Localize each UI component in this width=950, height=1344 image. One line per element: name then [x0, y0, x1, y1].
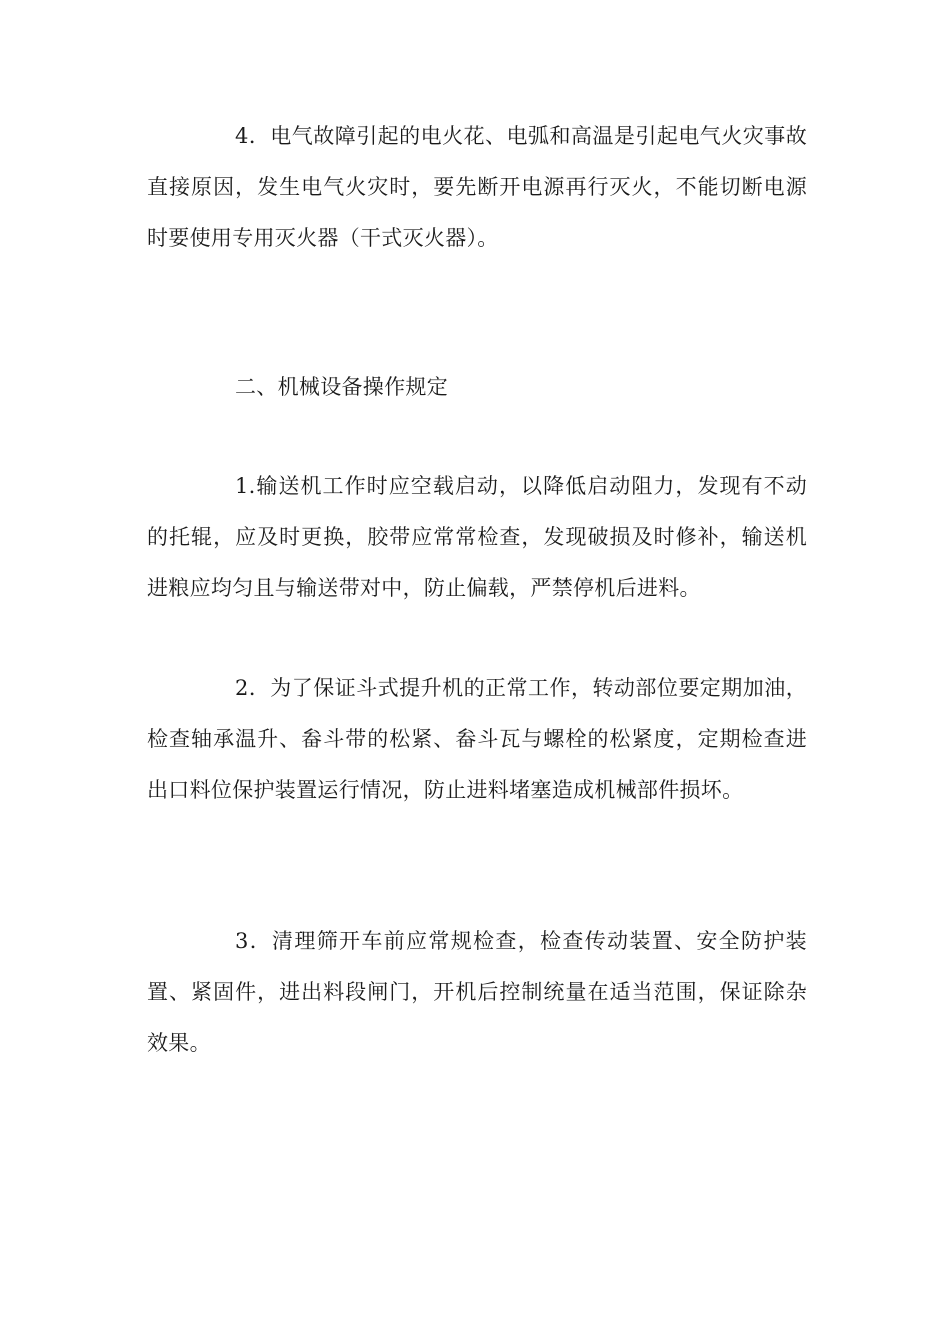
paragraph-bucket-elevator: 2．为了保证斗式提升机的正常工作，转动部位要定期加油，检查轴承温升、畚斗带的松紧、畚斗瓦与螺栓的松紧度，定期检查进出口料位保护装置运行情况，防止进料堵塞造成机械部件损坏。 — [147, 676, 807, 802]
paragraph-electrical-fire: 4．电气故障引起的电火花、电弧和高温是引起电气火灾事故直接原因，发生电气火灾时，要先断开电源再行灭火，不能切断电源时要使用专用灭火器（干式灭火器）。 — [147, 124, 807, 250]
paragraph-conveyor: 1.输送机工作时应空载启动，以降低启动阻力，发现有不动的托辊，应及时更换，胶带应常常检查，发现破损及时修补，输送机进粮应均匀且与输送带对中，防止偏载，严禁停机后进料。 — [147, 474, 807, 600]
paragraph-cleaning-sieve: 3．清理筛开车前应常规检查，检查传动装置、安全防护装置、紧固件，进出料段闸门，开机后控制统量在适当范围，保证除杂效果。 — [147, 929, 807, 1055]
section-heading: 二、机械设备操作规定 — [235, 375, 448, 399]
